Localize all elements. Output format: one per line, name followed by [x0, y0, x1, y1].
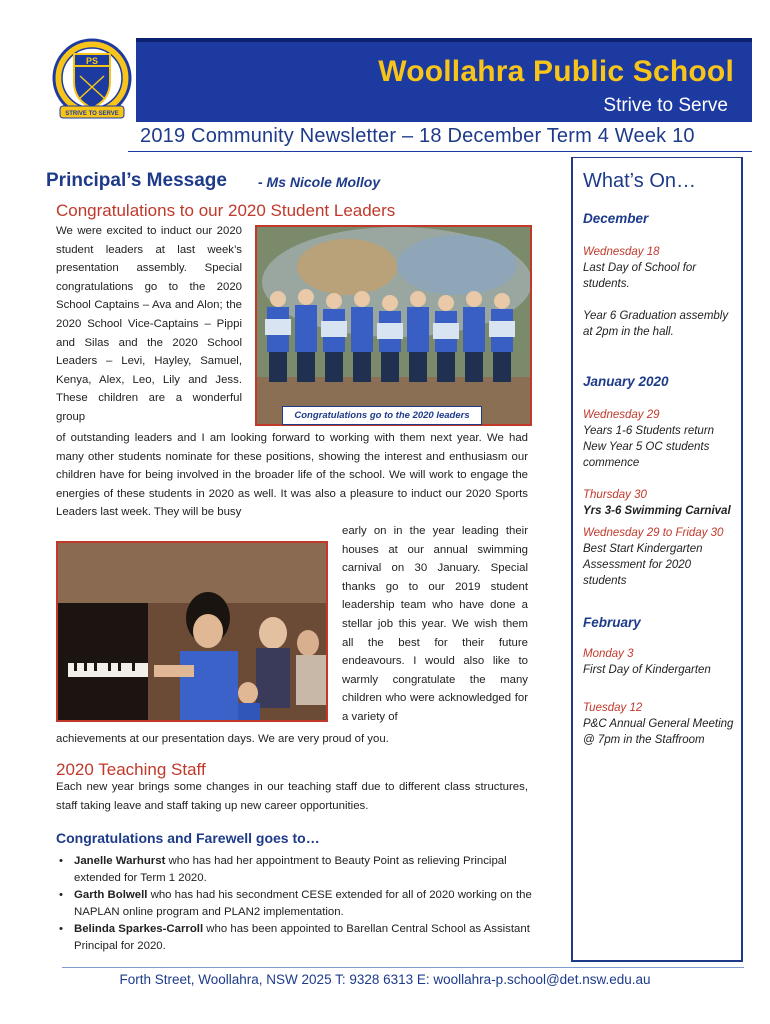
leaders-paragraph-full: of outstanding leaders and I am looking forward to working with them next year. We had many other students nominate for these positions, showing the interest and enthusiasm our children have for being involved in the broader life of the school. We will work to engage the energies of these students in 2020 as well. It was also a pleasure to induct our 2020 Sports Leaders last week. They will be busy [56, 432, 528, 519]
piano-student-photo [56, 541, 328, 722]
staff-name: Garth Bolwell [74, 889, 148, 901]
event-date: Wednesday 29 [583, 409, 660, 421]
footer-divider [62, 967, 744, 968]
event-date: Wednesday 29 to Friday 30 [583, 527, 724, 539]
list-item [56, 887, 536, 921]
student-leaders-heading: Congratulations to our 2020 Student Leaders [56, 201, 396, 220]
event-description: First Day of Kindergarten [583, 664, 711, 676]
event-date: Thursday 30 [583, 489, 647, 501]
farewell-heading: Congratulations and Farewell goes to… [56, 830, 320, 846]
list-item [56, 853, 536, 887]
event-description: P&C Annual General Meeting @ 7pm in the Staffroom [583, 718, 734, 746]
staff-note: who has had her appointment to Beauty Point as relieving Principal extended for Term 1 2020. [74, 855, 507, 884]
event-description: Years 1-6 Students return New Year 5 OC students commence [583, 425, 715, 469]
school-motto: Strive to Serve [603, 95, 728, 116]
list-item [56, 921, 536, 955]
whats-on-sidebar [571, 157, 743, 962]
leaders-paragraph-right: early on in the year leading their houses at our annual swimming carnival on 30 January. Special thanks go to our 2019 student leadership team who have done a stellar job this year. We wish them all the best for their future endeavours. I would also like to warmly congratulate the many children who were acknowledged for a variety of [342, 525, 528, 723]
whats-on-heading: What’s On… [583, 170, 696, 192]
leaders-paragraph-wrap: We were excited to induct our 2020 student leaders at last week’s presentation assembly. Special congratulations go to the 2020 School Captains – Ava and Alon; the 2020 School Vice-Captains – Pippi and Silas and the 2020 School Leaders – Levi, Hayley, Samuel, Kenya, Alex, Leo, Lily and Jess. These children are a wonderful group [56, 225, 242, 423]
principal-message-heading: Principal’s Message [46, 170, 227, 191]
staff-note: who has had his secondment CESE extended for all of 2020 working on the NAPLAN online program and PLAN2 implementation. [74, 889, 532, 918]
month-heading-december: December [583, 211, 649, 226]
event-description: Yrs 3-6 Swimming Carnival [583, 505, 731, 517]
farewell-list [56, 853, 536, 955]
event-description: Last Day of School for students. [583, 262, 697, 290]
svg-text:STRIVE TO SERVE: STRIVE TO SERVE [65, 111, 119, 117]
student-leaders-photo [255, 225, 532, 426]
principal-byline: - Ms Nicole Molloy [258, 174, 381, 190]
event-description: Year 6 Graduation assembly at 2pm in the hall. [583, 310, 729, 338]
teaching-staff-heading: 2020 Teaching Staff [56, 760, 206, 779]
staff-name: Belinda Sparkes-Carroll [74, 923, 204, 935]
newsletter-title: 2019 Community Newsletter – 18 December Term 4 Week 10 [140, 125, 695, 147]
event-description: Best Start Kindergarten Assessment for 2020 students [583, 543, 703, 587]
footer-contact: Forth Street, Woollahra, NSW 2025 T: 9328 6313 E: woollahra-p.school@det.nsw.edu.au [119, 972, 651, 987]
title-divider [128, 151, 752, 152]
event-date: Wednesday 18 [583, 246, 660, 258]
event-date: Monday 3 [583, 648, 634, 660]
school-crest-logo [50, 36, 134, 126]
staff-name: Janelle Warhurst [74, 855, 166, 867]
leaders-paragraph-end: achievements at our presentation days. We are very proud of you. [56, 733, 389, 745]
header-banner-top-rule [136, 38, 752, 42]
teaching-staff-paragraph: Each new year brings some changes in our teaching staff due to different class structures, staff taking leave and staff taking up new career opportunities. [56, 781, 528, 812]
svg-text:PS: PS [85, 56, 99, 66]
staff-note: who has been appointed to Barellan Central School as Assistant Principal for 2020. [74, 923, 530, 952]
photo-caption: Congratulations go to the 2020 leaders [282, 406, 482, 425]
month-heading-january: January 2020 [583, 374, 669, 389]
month-heading-february: February [583, 615, 641, 630]
event-date: Tuesday 12 [583, 702, 643, 714]
school-name: Woollahra Public School [378, 55, 734, 88]
